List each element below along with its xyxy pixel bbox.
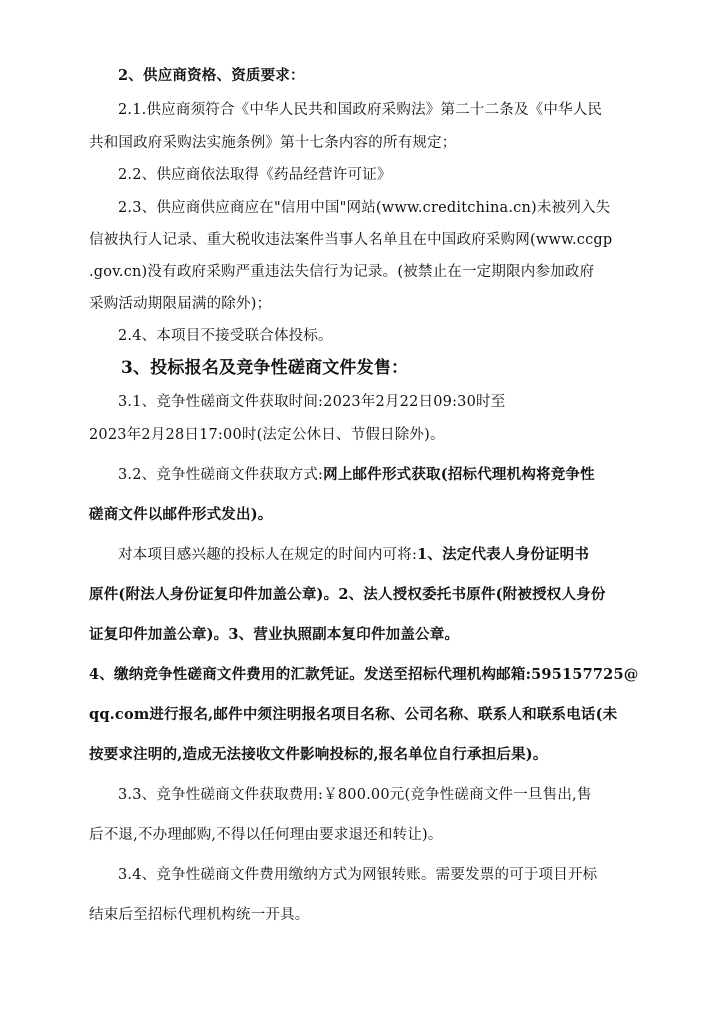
item-4-line-3: 按要求注明的,造成无法接收文件影响投标的,报名单位自行承担后果)。: [89, 746, 548, 763]
item-3-3-line-1: 3.3、竞争性磋商文件获取费用:￥800.00元(竞争性磋商文件一旦售出,售: [118, 787, 592, 803]
item-4-line-2: qq.com进行报名,邮件中须注明报名项目名称、公司名称、联系人和联系电话(未: [89, 706, 618, 723]
item-2-1-line-1: 2.1.供应商须符合《中华人民共和国政府采购法》第二十二条及《中华人民: [118, 102, 603, 118]
item-3-1-line-1: 3.1、竞争性磋商文件获取时间:2023年2月22日09:30时至: [118, 394, 506, 410]
item-3-2-method: 网上邮件形式获取(招标代理机构将竞争性: [323, 466, 595, 483]
item-3-3-line-2: 后不退,不办理邮购,不得以任何理由要求退还和转让)。: [89, 827, 443, 843]
item-2-3-line-2: 信被执行人记录、重大税收违法案件当事人名单且在中国政府采购网(www.ccgp: [89, 232, 613, 248]
item-3-2-line-1: [118, 465, 595, 485]
item-2-4: 2.4、本项目不接受联合体投标。: [118, 328, 333, 344]
registration-line-2: 原件(附法人身份证复印件加盖公章)。2、法人授权委托书原件(附被授权人身份: [89, 586, 606, 603]
section-3-heading: 3、投标报名及竞争性磋商文件发售：: [121, 358, 409, 378]
section-2-heading: 2、供应商资格、资质要求：: [118, 67, 305, 84]
registration-line-3: 证复印件加盖公章)。3、营业执照副本复印件加盖公章。: [89, 626, 460, 643]
item-3-4-line-1: 3.4、竞争性磋商文件费用缴纳方式为网银转账。需要发票的可于项目开标: [118, 867, 598, 883]
item-2-3-line-1: 2.3、供应商供应商应在"信用中国"网站(www.creditchina.cn)未被列入失: [118, 200, 611, 216]
item-2-1-line-2: 共和国政府采购法实施条例》第十七条内容的所有规定；: [89, 135, 457, 151]
item-2-2: 2.2、供应商依法取得《药品经营许可证》: [118, 167, 392, 183]
item-2-3-line-3: .gov.cn)没有政府采购严重违法失信行为记录。(被禁止在一定期限内参加政府: [89, 264, 595, 280]
registration-prefix: 对本项目感兴趣的投标人在规定的时间内可将:: [118, 547, 418, 563]
item-3-1-line-2: 2023年2月28日17:00时(法定公休日、节假日除外)。: [89, 427, 445, 443]
item-3-4-line-2: 结束后至招标代理机构统一开具。: [89, 907, 310, 923]
item-3-2-line-2: 磋商文件以邮件形式发出)。: [89, 506, 273, 523]
item-4-line-1: 4、缴纳竞争性磋商文件费用的汇款凭证。发送至招标代理机构邮箱:595157725@: [89, 666, 639, 683]
item-3-2-prefix: 3.2、竞争性磋商文件获取方式:: [118, 467, 324, 483]
item-2-3-line-4: 采购活动期限届满的除外)；: [89, 296, 272, 312]
registration-item-1: 1、法定代表人身份证明书: [417, 546, 590, 563]
registration-line-1: [118, 545, 589, 565]
